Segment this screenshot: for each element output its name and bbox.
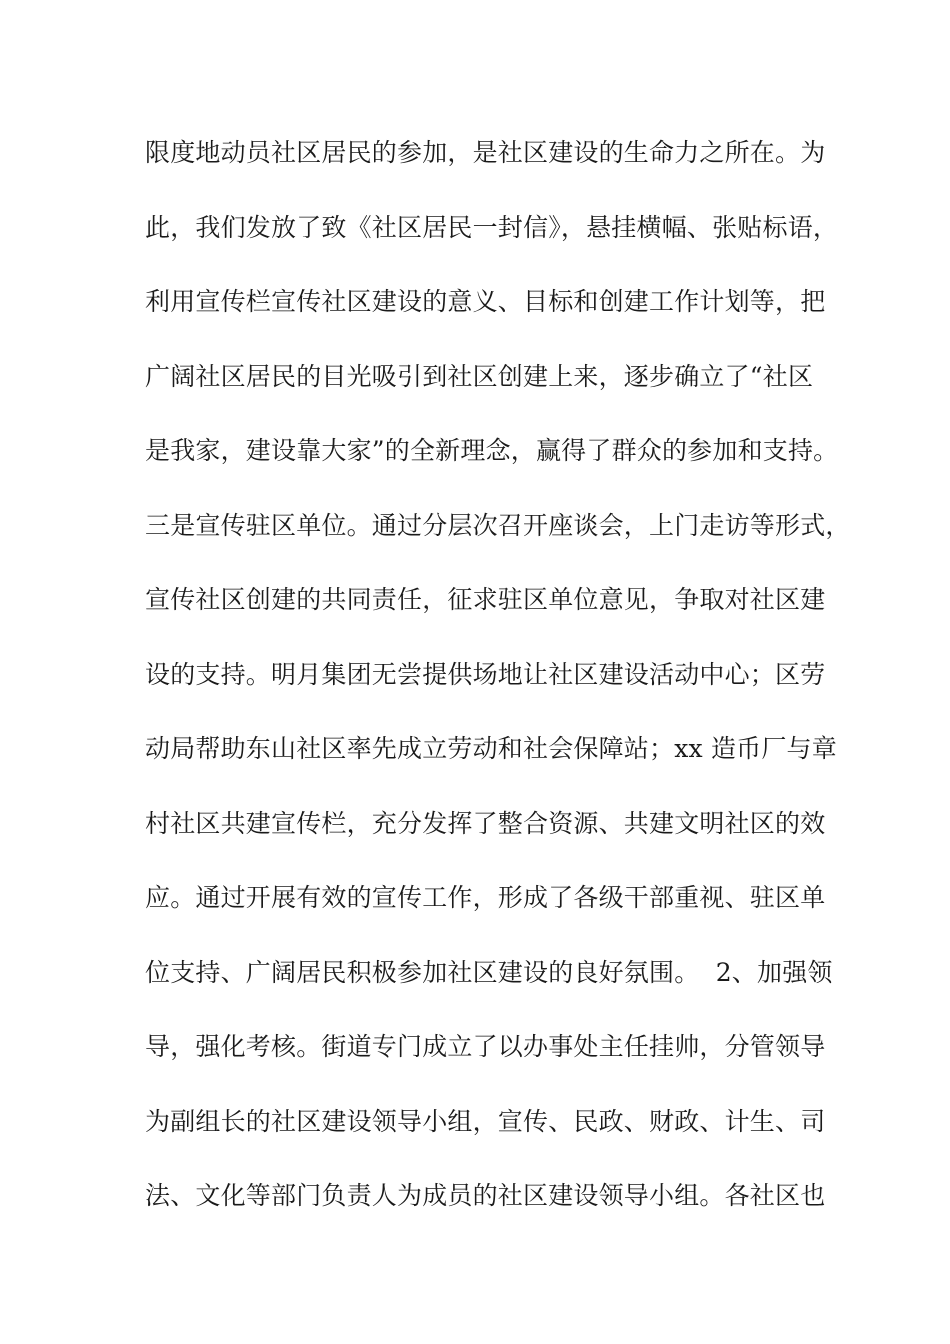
text-line: 应。通过开展有效的宣传工作，形成了各级干部重视、驻区单 [145, 883, 826, 912]
text-line: 为副组长的社区建设领导小组，宣传、民政、财政、计生、司 [145, 1106, 826, 1136]
text-line: 宣传社区创建的共同责任，征求驻区单位意见，争取对社区建 [145, 585, 826, 614]
text-line: 位支持、广阔居民积极参加社区建设的良好氛围。 2、加强领 [145, 957, 833, 987]
text-line: 此，我们发放了致《社区居民一封信》，悬挂横幅、张贴标语， [145, 212, 839, 242]
text-line: 法、文化等部门负责人为成员的社区建设领导小组。各社区也 [145, 1181, 826, 1210]
text-line: 限度地动员社区居民的参加，是社区建设的生命力之所在。为 [145, 138, 826, 167]
text-line: 设的支持。明月集团无尝提供场地让社区建设活动中心；区劳 [145, 659, 826, 689]
text-line: 是我家，建设靠大家”的全新理念，赢得了群众的参加和支持。 [145, 436, 839, 465]
text-line: 利用宣传栏宣传社区建设的意义、目标和创建工作计划等，把 [145, 287, 826, 316]
text-line: 村社区共建宣传栏，充分发挥了整合资源、共建文明社区的效 [145, 808, 826, 838]
text-line: 广阔社区居民的目光吸引到社区创建上来，逐步确立了“社区 [145, 361, 814, 391]
body-text [145, 128, 851, 1246]
text-line: 导，强化考核。街道专门成立了以办事处主任挂帅，分管领导 [145, 1032, 826, 1061]
text-line: 动局帮助东山社区率先成立劳动和社会保障站；xx 造币厂与章 [145, 734, 837, 763]
text-line: 三是宣传驻区单位。通过分层次召开座谈会，上门走访等形式， [145, 510, 851, 540]
